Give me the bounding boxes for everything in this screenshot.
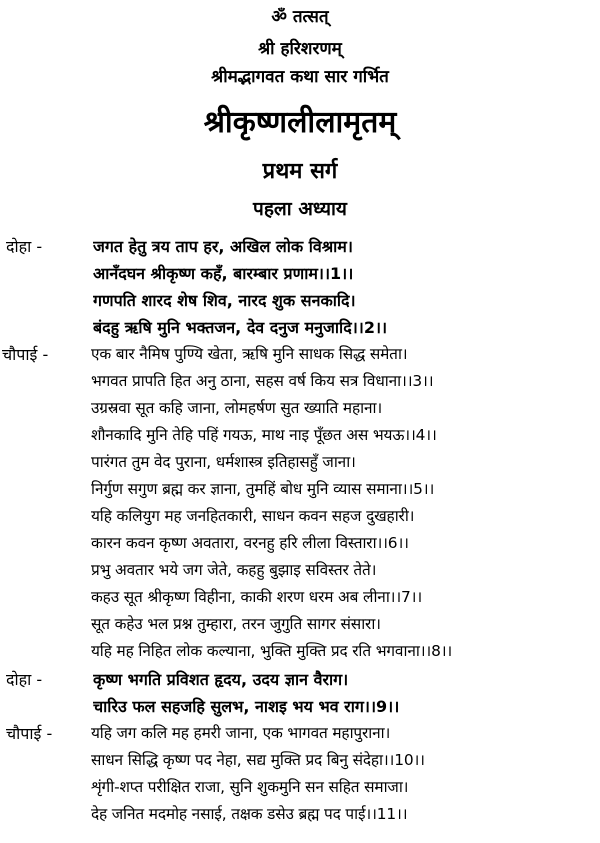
verse-line: जगत हेतु त्रय ताप हर, अखिल लोक विश्राम।: [93, 237, 353, 256]
verse-line: साधन सिद्धि कृष्ण पद नेहा, सद्य मुक्ति प्रद बिनु संदेहा।।10।।: [91, 751, 425, 769]
section-label: दोहा -: [6, 670, 43, 689]
verse-line: बंदहु ऋषि मुनि भक्तजन, देव दनुज मनुजादि।।2।।: [93, 318, 388, 337]
verse-line: आनँदघन श्रीकृष्ण कहँ, बारम्बार प्रणाम।।1।।: [93, 264, 354, 283]
section-label: दोहा -: [6, 237, 43, 256]
invocation-line: ॐ तत्सत्: [271, 7, 329, 27]
verse-line: कृष्ण भगति प्रविशत हृदय, उदय ज्ञान वैराग।: [93, 670, 349, 689]
verse-line: यहि मह निहित लोक कल्याना, भुक्ति मुक्ति प्रद रति भगवाना।।8।।: [91, 642, 453, 660]
verse-line: भगवत प्रापति हित अनु ठाना, सहस वर्ष किय सत्र विधाना।।3।।: [91, 372, 434, 390]
verse-line: एक बार नैमिष पुण्यि खेता, ऋषि मुनि साधक सिद्ध समेता।: [91, 345, 408, 363]
verse-line: निर्गुण सगुण ब्रह्म कर ज्ञाना, तुमहिं बोध मुनि व्यास समाना।।5।।: [91, 480, 435, 498]
verse-line: प्रभु अवतार भये जग जेते, कहहु बुझाइ सविस्तर तेते।: [91, 561, 377, 579]
verse-line: चारिउ फल सहजहि सुलभ, नाशइ भय भव राग।।9।।: [93, 697, 400, 716]
subtitle-line: श्रीमद्भागवत कथा सार गर्भित: [211, 67, 389, 87]
verse-line: कहउ सूत श्रीकृष्ण विहीना, काकी शरण धरम अब लीना।।7।।: [91, 588, 423, 606]
book-title: श्रीकृष्णलीलामृतम्: [203, 105, 397, 140]
verse-line: पारंगत तुम वेद पुराना, धर्मशास्त्र इतिहासहुँ जाना।: [91, 453, 356, 471]
section-label: चौपाई -: [6, 724, 53, 743]
verse-line: यहि कलियुग मह जनहितकारी, साधन कवन सहज दुखहारी।: [91, 507, 415, 525]
verse-line: कारन कवन कृष्ण अवतारा, वरनहु हरि लीला विस्तारा।।6।।: [91, 534, 409, 552]
verse-line: शृंगी-शप्त परीक्षित राजा, सुनि शुकमुनि सन सहित समाजा।: [91, 778, 409, 796]
canto-heading: प्रथम सर्ग: [262, 159, 338, 184]
verse-line: गणपति शारद शेष शिव, नारद शुक सनकादि।: [93, 291, 356, 310]
salutation-line: श्री हरिशरणम्: [258, 39, 342, 59]
verse-line: सूत कहेउ भल प्रश्न तुम्हारा, तरन जुगुति सागर संसारा।: [91, 615, 381, 633]
chapter-heading: पहला अध्याय: [253, 198, 347, 220]
verse-line: देह जनित मदमोह नसाई, तक्षक डसेउ ब्रह्म पद पाई।।11।।: [91, 805, 408, 823]
verse-line: शौनकादि मुनि तेहि पहिं गयऊ, माथ नाइ पूँछत अस भयऊ।।4।।: [91, 426, 437, 444]
section-label: चौपाई -: [2, 345, 49, 364]
verse-line: उग्रस्रवा सूत कहि जाना, लोमहर्षण सुत ख्याति महाना।: [91, 399, 383, 417]
verse-line: यहि जग कलि मह हमरी जाना, एक भागवत महापुराना।: [91, 724, 391, 742]
